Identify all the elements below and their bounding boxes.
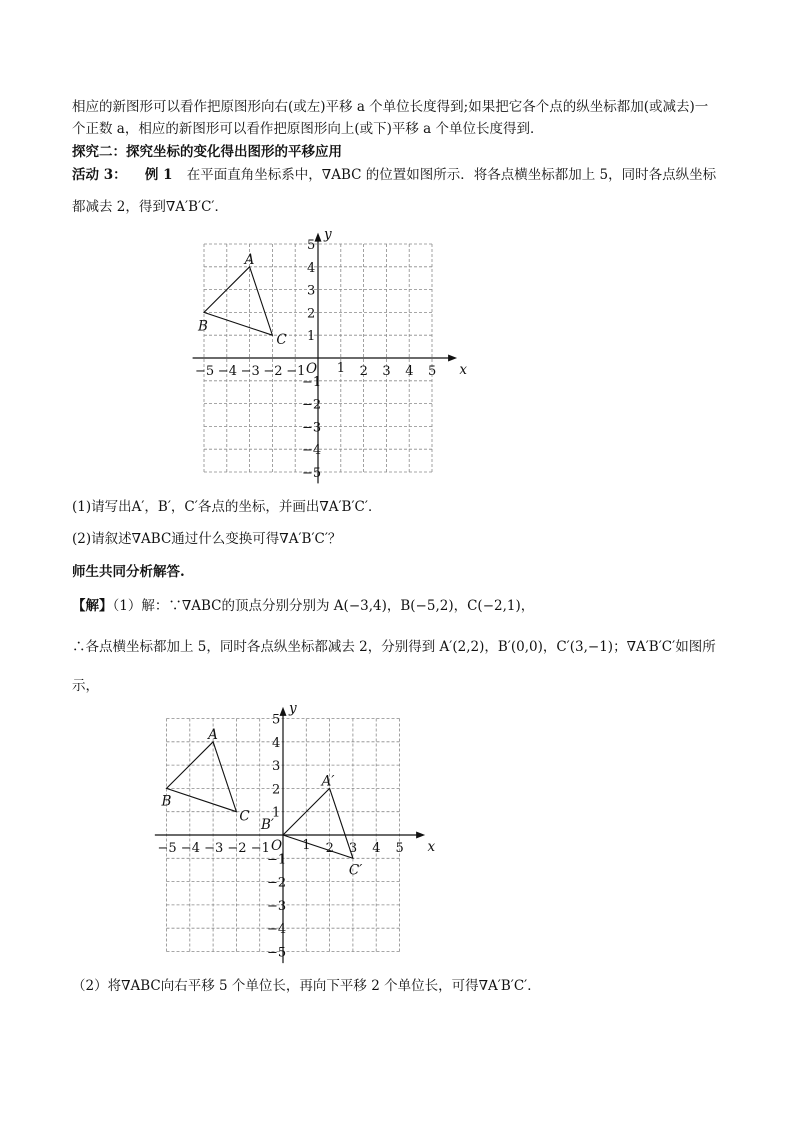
problem-line-1 (72, 166, 716, 184)
y-tick-label: −5 (267, 945, 287, 961)
x-tick-label: 4 (405, 364, 414, 379)
origin-label: O (306, 361, 318, 377)
example-label: 例 1 (144, 167, 173, 183)
question-2: (2)请叙述∇ABC通过什么变换可得∇A′B′C′？ (72, 531, 342, 547)
x-tick-label: 5 (395, 841, 404, 856)
x-tick-label: −5 (157, 841, 177, 856)
vertex-label: B′ (261, 817, 274, 833)
x-tick-label: −3 (204, 841, 224, 856)
vertex-label: A (244, 251, 255, 268)
vertex-label: C′ (348, 862, 363, 879)
question-1: (1)请写出A′，B′，C′各点的坐标，并画出∇A′B′C′． (72, 499, 382, 515)
section-heading: 探究二：探究坐标的变化得出图形的平移应用 (72, 144, 342, 160)
solution-text-1: （1）解：∵∇ABC的顶点分别分别为 A(−3,4)，B(−5,2)，C(−2,1)， (112, 598, 535, 614)
y-tick-label: −2 (267, 875, 287, 891)
y-axis-arrow (315, 233, 322, 242)
y-axis-label: y (324, 226, 332, 243)
solution-line-1 (72, 597, 534, 615)
x-tick-label: −2 (227, 841, 247, 856)
solution-line-2: ∴各点横坐标都加上 5，同时各点纵坐标都减去 2，分别得到 A′(2,2)，B′(0,0)，C′(3,−1)；∇A′B′C′如图所 (72, 639, 716, 655)
x-tick-label: 1 (302, 838, 311, 853)
x-tick-label: 2 (325, 841, 334, 856)
y-tick-label: 2 (307, 306, 316, 322)
coordinate-figure-original (188, 225, 468, 485)
x-axis-arrow (416, 832, 425, 839)
solution-label: 【解】 (72, 598, 113, 614)
vertex-label: C (239, 808, 250, 825)
y-tick-label: −1 (302, 374, 322, 390)
y-tick-label: 1 (307, 329, 316, 345)
x-tick-label: −3 (240, 364, 260, 379)
y-tick-label: −4 (267, 922, 287, 938)
triangle-a-prime-b-prime-c-prime (283, 788, 353, 858)
y-tick-label: −3 (267, 898, 287, 914)
y-tick-label: 3 (272, 759, 281, 775)
text-line-1: 相应的新图形可以看作把原图形向右(或左)平移 a 个单位长度得到;如果把它各个点的纵坐标都加(或减去)一 (72, 99, 709, 115)
x-tick-label: 3 (348, 841, 358, 856)
y-tick-label: 4 (272, 735, 281, 751)
x-tick-label: −1 (250, 841, 270, 856)
coordinate-figure-translated (148, 702, 438, 977)
triangle-abc (204, 267, 272, 335)
triangle-abc (167, 742, 237, 812)
vertex-label: A′ (321, 773, 335, 790)
solution-line-4: （2）将∇ABC向右平移 5 个单位长，再向下平移 2 个单位长，可得∇A′B′C′． (72, 978, 541, 994)
x-tick-label: −2 (263, 364, 283, 379)
activity-label: 活动 3： (72, 167, 127, 183)
x-tick-label: −4 (217, 364, 237, 379)
y-axis-label: y (289, 700, 297, 717)
y-tick-label: 4 (307, 260, 316, 276)
origin-label: O (271, 838, 283, 854)
problem-text-a: 在平面直角坐标系中，∇ABC 的位置如图所示．将各点横坐标都加上 5，同时各点纵坐标 (186, 167, 717, 183)
y-tick-label: 3 (307, 283, 316, 299)
x-tick-label: 2 (359, 364, 368, 379)
y-tick-label: 2 (272, 782, 281, 798)
x-axis-label: x (427, 839, 436, 855)
vertex-label: B (161, 793, 172, 810)
y-tick-label: −3 (302, 420, 322, 436)
discussion-note: 师生共同分析解答. (72, 564, 185, 580)
problem-line-2: 都减去 2，得到∇A′B′C′． (72, 199, 229, 215)
y-axis-arrow (280, 707, 287, 716)
vertex-label: B (198, 318, 208, 335)
x-tick-label: −5 (195, 364, 215, 379)
x-tick-label: 5 (428, 364, 437, 379)
vertex-label: A (208, 726, 218, 743)
x-tick-label: 4 (372, 841, 381, 856)
y-tick-label: −5 (302, 466, 322, 481)
x-tick-label: 1 (336, 361, 346, 376)
solution-line-3: 示， (72, 678, 99, 694)
vertex-label: C (276, 332, 287, 349)
x-tick-label: −1 (286, 364, 306, 379)
y-tick-label: 1 (272, 805, 281, 821)
x-axis-arrow (448, 355, 457, 362)
x-tick-label: −4 (180, 841, 200, 856)
x-tick-label: 3 (382, 364, 391, 379)
y-tick-label: −4 (302, 443, 322, 459)
text-line-2: 个正数 a，相应的新图形可以看作把原图形向上(或下)平移 a 个单位长度得到． (72, 121, 544, 137)
y-tick-label: 5 (272, 712, 281, 728)
y-tick-label: −1 (267, 852, 287, 868)
y-tick-label: −2 (302, 397, 322, 413)
y-tick-label: 5 (307, 238, 316, 253)
x-axis-label: x (459, 362, 467, 378)
